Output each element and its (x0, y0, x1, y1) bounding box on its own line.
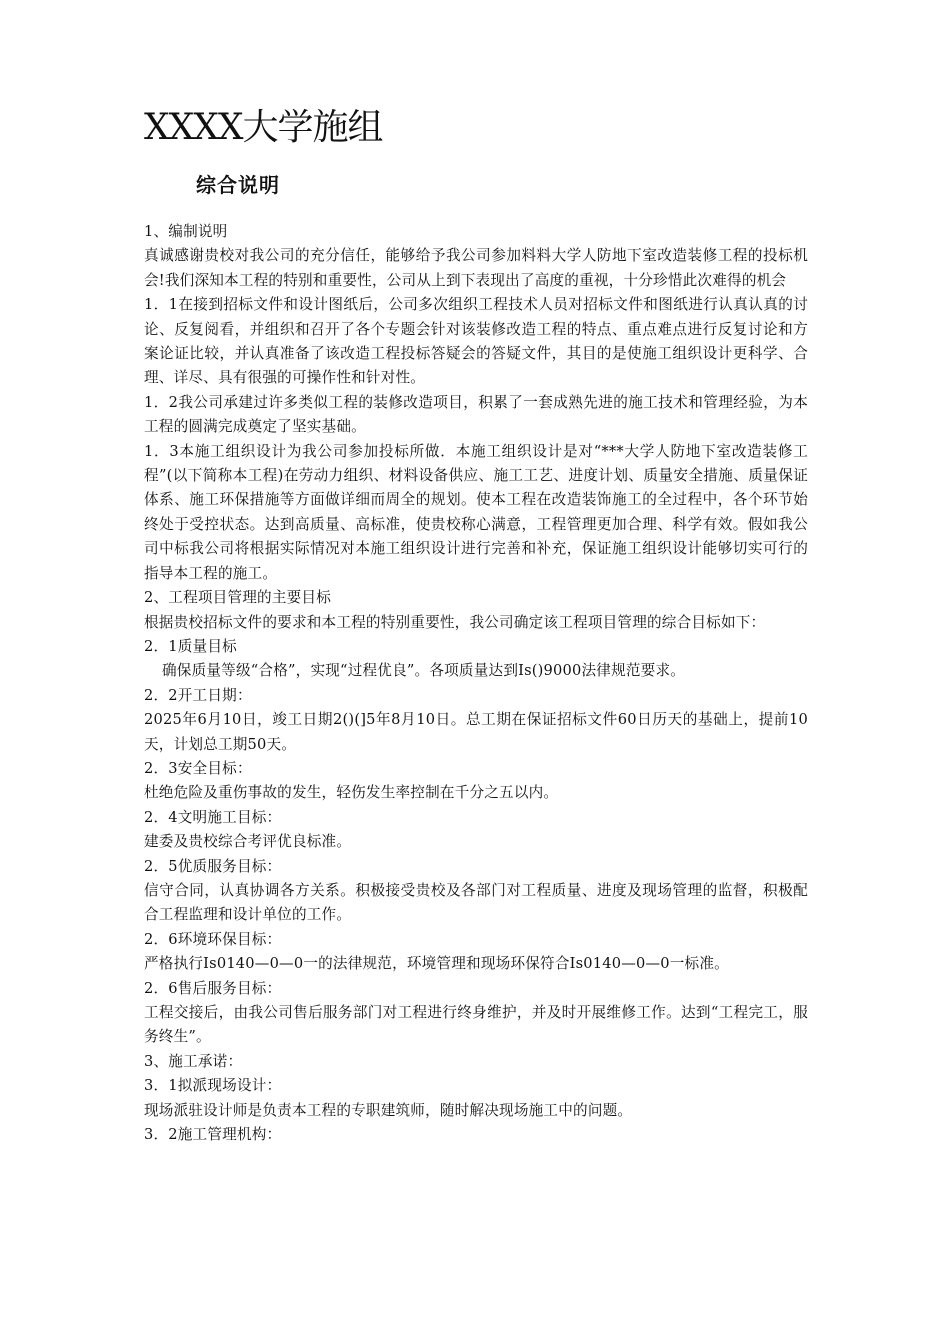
paragraph-heading: 2．5优质服务目标： (144, 857, 282, 875)
paragraph: 1．1在接到招标文件和设计图纸后，公司多次组织工程技术人员对招标文件和图纸进行认真认真的讨论、反复阅看，并组织和召开了各个专题会针对该装修改造工程的特点、重点难点进行反复讨论和方案论证比较，并认真准备了该改造工程投标答疑会的答疑文件，其目的是使施工组织设计更科学、合理、详尽、具有很强的可操作性和针对性。 (144, 296, 808, 387)
paragraph: 工程交接后，由我公司售后服务部门对工程进行终身维护，并及时开展维修工作。达到“工程完工，服务终生”。 (144, 1004, 808, 1046)
document-title: XXXX大学施组 (144, 107, 383, 148)
paragraph-heading: 3．1拟派现场设计： (144, 1077, 282, 1095)
paragraph: 根据贵校招标文件的要求和本工程的特别重要性，我公司确定该工程项目管理的综合目标如下： (144, 613, 766, 631)
paragraph: 真诚感谢贵校对我公司的充分信任，能够给予我公司参加料料大学人防地下室改造装修工程的投标机会!我们深知本工程的特别和重要性，公司从上到下表现出了高度的重视，十分珍惜此次难得的机会 (144, 247, 808, 289)
paragraph-heading: 1、编制说明 (144, 223, 228, 240)
paragraph: 杜绝危险及重伤事故的发生，轻伤发生率控制在千分之五以内。 (144, 784, 559, 802)
section-heading: 综合说明 (196, 173, 280, 197)
paragraph: 信守合同，认真协调各方关系。积极接受贵校及各部门对工程质量、进度及现场管理的监督，积极配合工程监理和设计单位的工作。 (144, 881, 808, 924)
paragraph: 确保质量等级“合格”，实现“过程优良”。各项质量达到Is()9000法律规范要求。 (162, 662, 686, 680)
paragraph-heading: 2．6售后服务目标： (144, 979, 282, 997)
paragraph-heading: 2．6环境环保目标： (144, 930, 282, 948)
paragraph-heading: 2．4文明施工目标： (144, 808, 282, 826)
paragraph: 建委及贵校综合考评优良标准。 (144, 833, 352, 851)
paragraph: 严格执行Is0140—0—0一的法律规范，环境管理和现场环保符合Is0140—0—0一标准。 (144, 955, 729, 973)
paragraph-heading: 2、工程项目管理的主要目标 (144, 589, 332, 607)
paragraph-heading: 2．1质量目标 (144, 637, 237, 655)
document-body (144, 220, 808, 1147)
paragraph-heading: 2．3安全目标： (144, 759, 252, 777)
paragraph: 1．2我公司承建过许多类似工程的装修改造项目，积累了一套成熟先进的施工技术和管理经验，为本工程的圆满完成奠定了坚实基础。 (144, 393, 808, 436)
paragraph: 1．3本施工组织设计为我公司参加投标所做．本施工组织设计是对“***大学人防地下室改造装修工程”(以下简称本工程)在劳动力组织、材料设备供应、施工工艺、进度计划、质量安全措施、质量保证体系、施工环保措施等方面做详细而周全的规划。使本工程在改造装饰施工的全过程中，各个环节始终处于受控状态。达到高质量、高标准，使贵校称心满意，工程管理更加合理、科学有效。假如我公司中标我公司将根据实际情况对本施工组织设计进行完善和补充，保证施工组织设计能够切实可行的指导本工程的施工。 (144, 442, 808, 582)
paragraph: 2025年6月10日，竣工日期2()(]5年8月10日。总工期在保证招标文件60日历天的基础上，提前10天，计划总工期50天。 (144, 711, 808, 753)
paragraph: 现场派驻设计师是负责本工程的专职建筑师，随时解决现场施工中的问题。 (144, 1101, 633, 1119)
paragraph-heading: 3．2施工管理机构： (144, 1126, 282, 1144)
paragraph-heading: 2．2开工日期： (144, 686, 252, 704)
paragraph-heading: 3、施工承诺： (144, 1052, 243, 1070)
